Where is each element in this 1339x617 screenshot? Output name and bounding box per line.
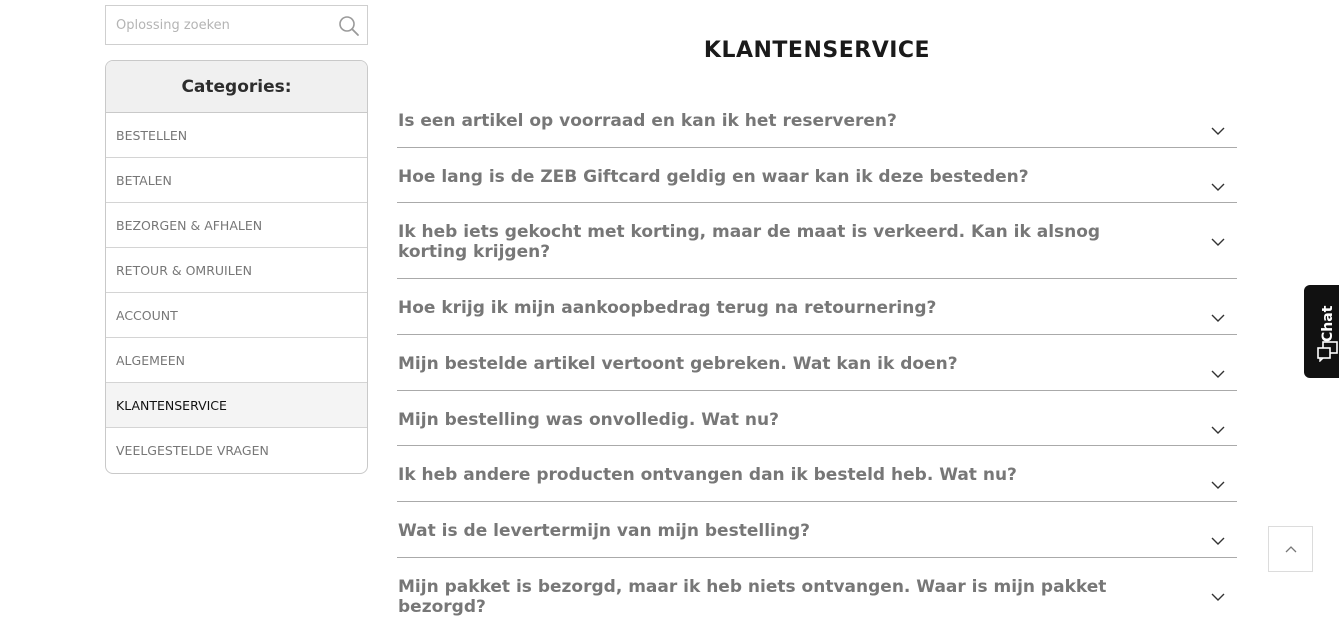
faq-question[interactable] <box>397 446 1237 502</box>
chevron-down-icon <box>1211 183 1225 192</box>
faq-question[interactable] <box>397 391 1237 446</box>
chat-label: Chat <box>1320 305 1336 342</box>
faq-question-text: Wat is de levertermijn van mijn bestelling? <box>398 521 810 541</box>
search-input[interactable] <box>106 6 326 44</box>
chevron-down-icon <box>1211 426 1225 435</box>
categories-title: Categories: <box>106 61 367 113</box>
category-item-retour-omruilen[interactable]: RETOUR & OMRUILEN <box>106 248 367 293</box>
category-item-algemeen[interactable]: ALGEMEEN <box>106 338 367 383</box>
category-item-veelgestelde-vragen[interactable]: VEELGESTELDE VRAGEN <box>116 443 269 458</box>
chevron-up-icon <box>1285 545 1297 553</box>
chevron-down-icon <box>1211 314 1225 323</box>
category-item-klantenservice[interactable]: KLANTENSERVICE <box>106 383 367 428</box>
chevron-down-icon <box>1211 238 1225 247</box>
category-item-betalen[interactable]: BETALEN <box>106 158 367 203</box>
faq-question-text: Hoe lang is de ZEB Giftcard geldig en waar kan ik deze besteden? <box>398 167 1029 187</box>
faq-question-text: Mijn bestelde artikel vertoont gebreken. Wat kan ik doen? <box>398 354 958 374</box>
category-item-bezorgen-afhalen[interactable]: BEZORGEN & AFHALEN <box>106 203 367 248</box>
faq-question[interactable] <box>397 203 1237 279</box>
faq-question[interactable] <box>397 279 1237 335</box>
chevron-down-icon <box>1211 537 1225 546</box>
page-title: KLANTENSERVICE <box>703 38 931 63</box>
faq-question[interactable] <box>397 148 1237 203</box>
faq-question-text: Is een artikel op voorraad en kan ik het reserveren? <box>398 111 897 131</box>
faq-question[interactable] <box>397 104 1237 148</box>
search-box <box>105 5 368 45</box>
chevron-down-icon <box>1211 481 1225 490</box>
chevron-down-icon <box>1211 370 1225 379</box>
chat-button[interactable] <box>1304 285 1339 378</box>
categories-panel <box>105 60 368 474</box>
chevron-down-icon <box>1211 593 1225 602</box>
categories-list <box>106 113 367 473</box>
category-item-account[interactable]: ACCOUNT <box>106 293 367 338</box>
faq-list <box>397 104 1237 617</box>
faq-question-text: Ik heb iets gekocht met korting, maar de maat is verkeerd. Kan ik alsnog korting krijgen? <box>398 222 1101 262</box>
faq-question[interactable] <box>397 558 1237 617</box>
faq-question[interactable] <box>397 335 1237 391</box>
chat-bubble-icon <box>1317 340 1339 362</box>
scroll-to-top-button[interactable] <box>1268 526 1313 572</box>
chevron-down-icon <box>1211 127 1225 136</box>
faq-question-text: Ik heb andere producten ontvangen dan ik besteld heb. Wat nu? <box>398 465 1017 485</box>
faq-question-text: Mijn pakket is bezorgd, maar ik heb niets ontvangen. Waar is mijn pakket bezorgd? <box>398 577 1107 617</box>
faq-question[interactable] <box>397 502 1237 558</box>
faq-question-text: Hoe krijg ik mijn aankoopbedrag terug na retournering? <box>398 298 937 318</box>
category-item-bestellen[interactable]: BESTELLEN <box>106 113 367 158</box>
faq-question-text: Mijn bestelling was onvolledig. Wat nu? <box>398 410 779 430</box>
search-icon[interactable] <box>338 15 360 37</box>
